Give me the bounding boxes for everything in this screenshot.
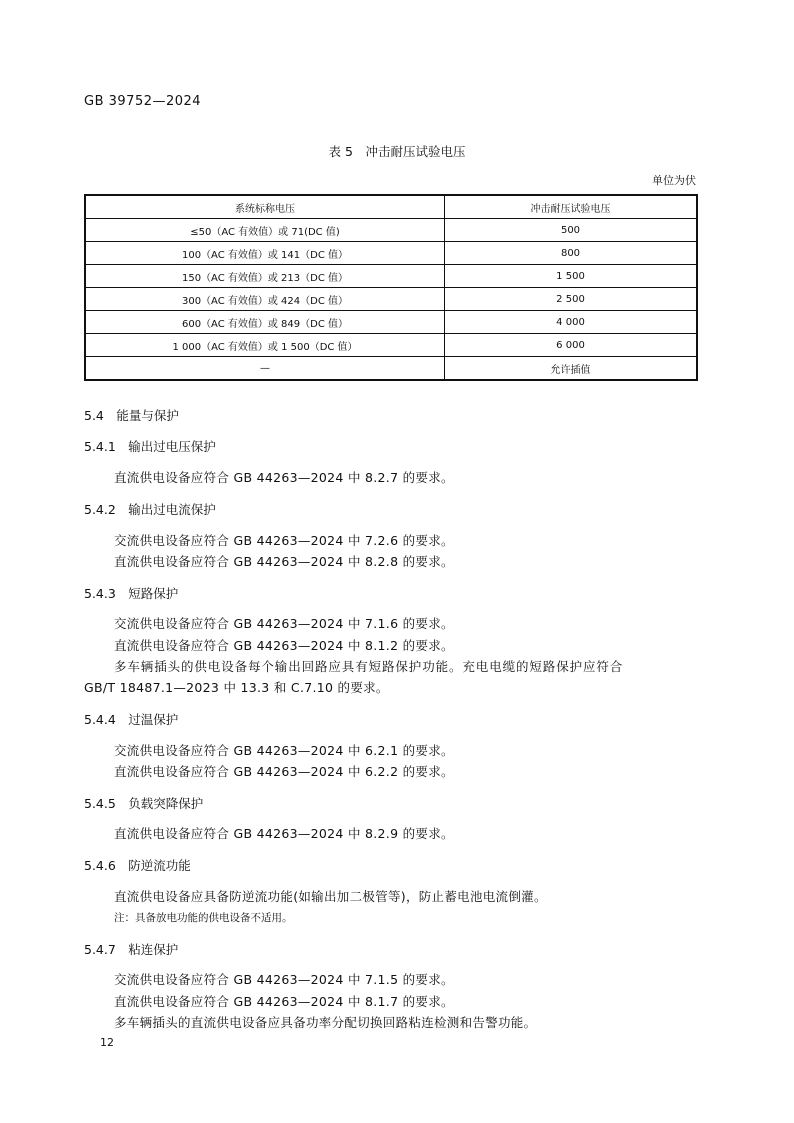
table-cell: 800 — [445, 242, 698, 265]
paragraph: 直流供电设备应符合 GB 44263—2024 中 8.2.9 的要求。 — [114, 826, 454, 841]
section-heading: 5.4.4 过温保护 — [84, 712, 179, 727]
table-cell: 1 500 — [445, 265, 698, 288]
table-cell: 150（AC 有效值）或 213（DC 值） — [85, 265, 445, 288]
section-heading: 5.4.1 输出过电压保护 — [84, 439, 216, 454]
table-row — [85, 219, 697, 242]
voltage-table — [84, 194, 698, 381]
table-cell: 500 — [445, 219, 698, 242]
paragraph: 交流供电设备应符合 GB 44263—2024 中 7.1.5 的要求。 — [114, 972, 454, 987]
paragraph: 多车辆插头的供电设备每个输出回路应具有短路保护功能。充电电缆的短路保护应符合 — [114, 659, 624, 674]
table-cell: 2 500 — [445, 288, 698, 311]
table-cell: 1 000（AC 有效值）或 1 500（DC 值） — [85, 334, 445, 357]
paragraph: 交流供电设备应符合 GB 44263—2024 中 7.2.6 的要求。 — [114, 533, 454, 548]
section-heading: 5.4.3 短路保护 — [84, 586, 179, 601]
column-header: 冲击耐压试验电压 — [445, 195, 698, 219]
table-cell: 允许插值 — [445, 357, 698, 381]
paragraph: 直流供电设备应具备防逆流功能(如输出加二极管等)，防止蓄电池电流倒灌。 — [114, 889, 547, 904]
table-cell: 300（AC 有效值）或 424（DC 值） — [85, 288, 445, 311]
column-header: 系统标称电压 — [85, 195, 445, 219]
paragraph: 直流供电设备应符合 GB 44263—2024 中 8.1.7 的要求。 — [114, 994, 454, 1009]
table-row — [85, 334, 697, 357]
paragraph: 直流供电设备应符合 GB 44263—2024 中 8.2.8 的要求。 — [114, 554, 454, 569]
table-cell: 600（AC 有效值）或 849（DC 值） — [85, 311, 445, 334]
paragraph-continuation: GB/T 18487.1—2023 中 13.3 和 C.7.10 的要求。 — [84, 680, 389, 695]
section-heading: 5.4.5 负载突降保护 — [84, 796, 204, 811]
table-unit: 单位为伏 — [652, 174, 696, 187]
section-heading: 5.4.2 输出过电流保护 — [84, 502, 216, 517]
table-cell: — — [85, 357, 445, 381]
paragraph: 交流供电设备应符合 GB 44263—2024 中 6.2.1 的要求。 — [114, 743, 454, 758]
section-heading: 5.4 能量与保护 — [84, 408, 179, 423]
paragraph: 交流供电设备应符合 GB 44263—2024 中 7.1.6 的要求。 — [114, 616, 454, 631]
paragraph: 直流供电设备应符合 GB 44263—2024 中 8.2.7 的要求。 — [114, 470, 454, 485]
table-title: 表 5 冲击耐压试验电压 — [328, 144, 466, 159]
standard-number: GB 39752—2024 — [84, 94, 202, 109]
section-heading: 5.4.7 粘连保护 — [84, 942, 179, 957]
table-cell: ≤50（AC 有效值）或 71(DC 值) — [85, 219, 445, 242]
table-header-row — [85, 195, 697, 219]
table-cell: 6 000 — [445, 334, 698, 357]
page-number: 12 — [100, 1036, 114, 1049]
paragraph: 直流供电设备应符合 GB 44263—2024 中 6.2.2 的要求。 — [114, 764, 454, 779]
paragraph: 多车辆插头的直流供电设备应具备功率分配切换回路粘连检测和告警功能。 — [114, 1015, 537, 1030]
table-row — [85, 311, 697, 334]
table-cell: 4 000 — [445, 311, 698, 334]
table-row — [85, 242, 697, 265]
note: 注：具备放电功能的供电设备不适用。 — [114, 912, 293, 924]
paragraph: 直流供电设备应符合 GB 44263—2024 中 8.1.2 的要求。 — [114, 638, 454, 653]
section-heading: 5.4.6 防逆流功能 — [84, 858, 191, 873]
table-cell: 100（AC 有效值）或 141（DC 值） — [85, 242, 445, 265]
table-row — [85, 288, 697, 311]
table-row — [85, 265, 697, 288]
table-row — [85, 357, 697, 381]
